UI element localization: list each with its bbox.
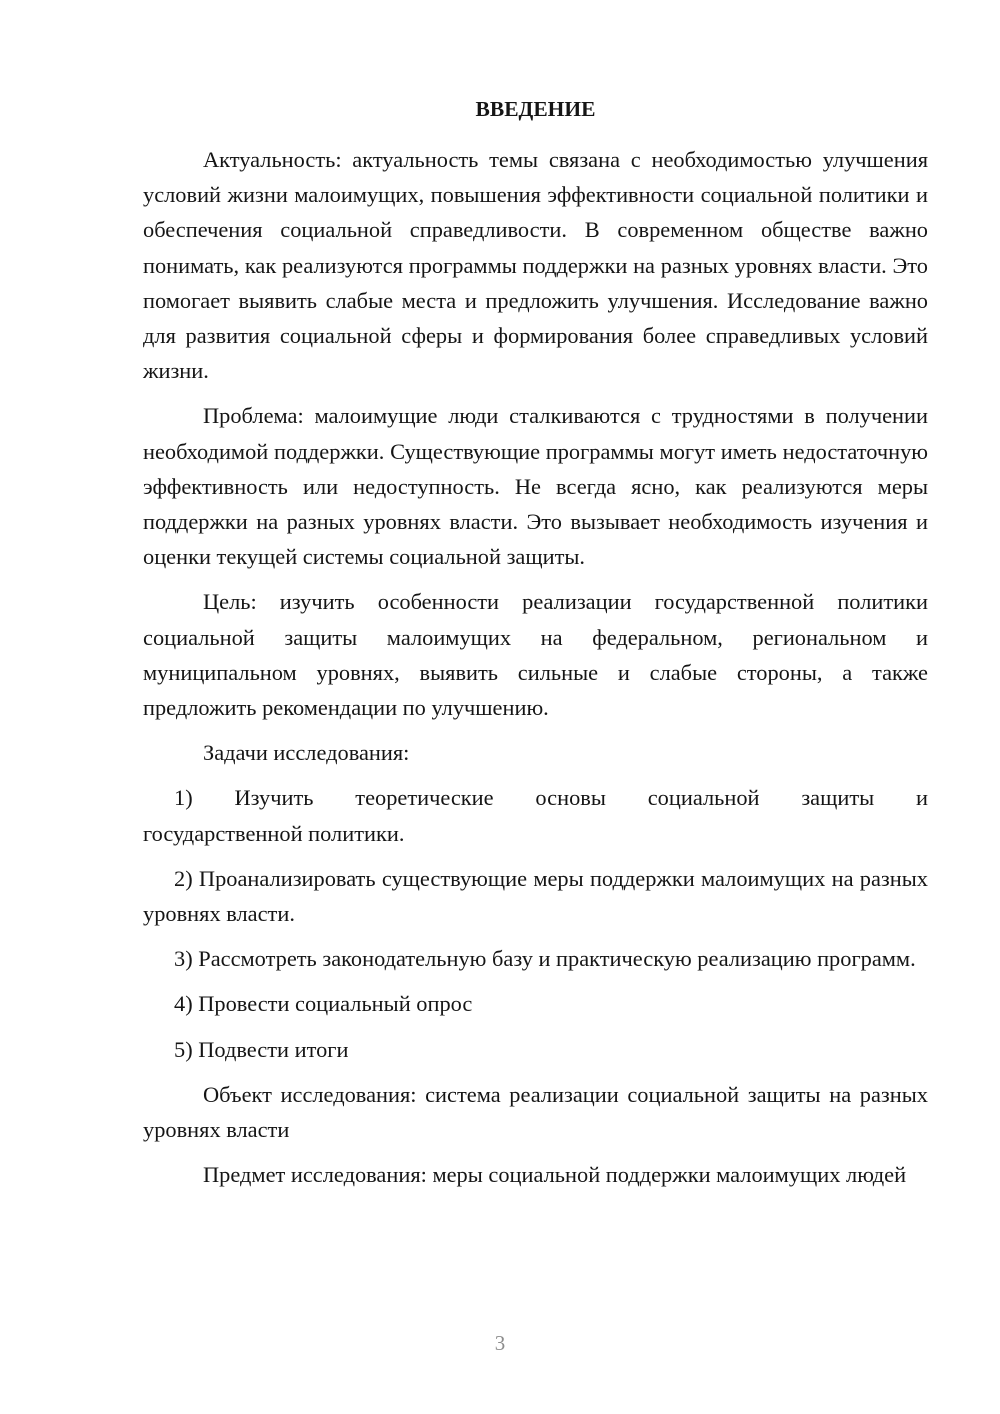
task-item-4: 4) Провести социальный опрос — [174, 991, 473, 1017]
task-item-1-line1: 1) Изучить теоретические основы социальной защиты и — [174, 785, 928, 811]
task-item-5: 5) Подвести итоги — [174, 1036, 349, 1062]
section-title: ВВЕДЕНИЕ — [475, 97, 596, 121]
subject-paragraph: Предмет исследования: меры социальной поддержки малоимущих людей — [203, 1162, 907, 1188]
goal-paragraph: Цель: изучить особенности реализации государственной политики социальной защиты малоимущих на федеральном, региональном и муниципальном уровнях, выявить сильные и слабые стороны, а также предложить рекомендации по улучшению. — [143, 589, 928, 721]
task-item-1 — [143, 780, 928, 850]
problem-paragraph: Проблема: малоимущие люди сталкиваются с трудностями в получении необходимой поддержки. Существующие программы могут иметь недостаточную эффективность или недоступность. Не всегда ясно, как реализуются меры поддержки на разных уровнях власти. Это вызывает необходимость изучения и оценки текущей системы социальной защиты. — [143, 403, 928, 570]
task-item-1-line2: государственной политики. — [143, 820, 405, 846]
task-item-2: 2) Проанализировать существующие меры поддержки малоимущих на разных уровнях власти. — [143, 865, 928, 927]
page-number: 3 — [494, 1331, 506, 1355]
document-body — [143, 92, 928, 1202]
task-item-3: 3) Рассмотреть законодательную базу и практическую реализацию программ. — [174, 946, 916, 972]
relevance-paragraph: Актуальность: актуальность темы связана с необходимостью улучшения условий жизни малоимущих, повышения эффективности социальной политики и обеспечения социальной справедливости. В современном обществе важно понимать, как реализуются программы поддержки на разных уровнях власти. Это помогает выявить слабые места и предложить улучшения. Исследование важно для развития социальной сферы и формирования более справедливых условий жизни. — [143, 147, 928, 384]
tasks-heading: Задачи исследования: — [203, 740, 410, 766]
object-paragraph: Объект исследования: система реализации социальной защиты на разных уровнях власти — [143, 1081, 928, 1143]
